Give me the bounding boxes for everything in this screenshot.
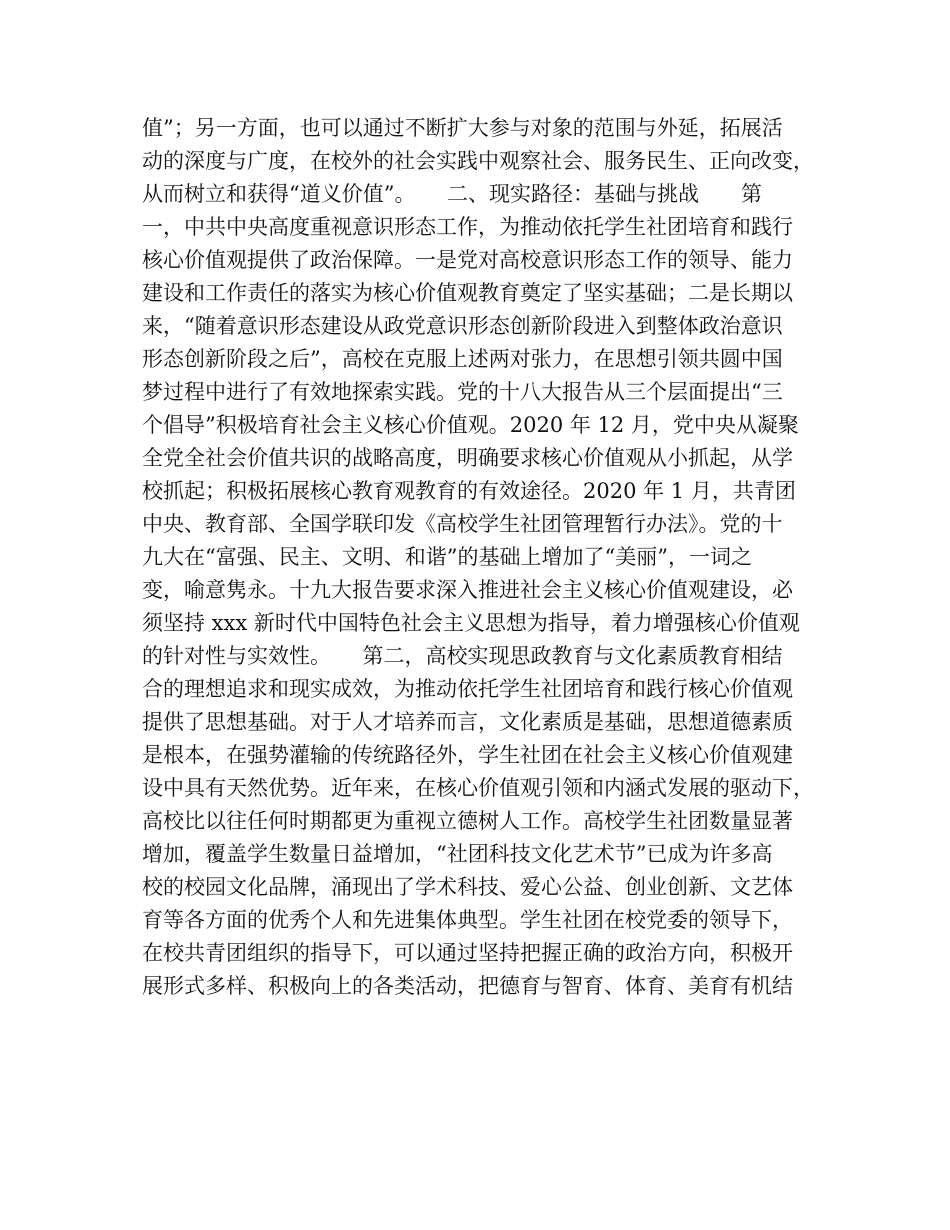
text-line: 合的理想追求和现实成效，为推动依托学生社团培育和践行核心价值观 xyxy=(142,677,793,701)
text-line: 校抓起；积极拓展核心教育观教育的有效途径。2020 年 1 月，共青团 xyxy=(142,479,796,503)
text-line: 来，“随着意识形态建设从政党意识形态创新阶段进入到整体政治意识 xyxy=(142,314,783,338)
text-line: 提供了思想基础。对于人才培养而言，文化素质是基础，思想道德素质 xyxy=(142,710,793,734)
text-line: 是根本，在强势灌输的传统路径外，学生社团在社会主义核心价值观建 xyxy=(142,743,793,767)
text-line: 设中具有天然优势。近年来，在核心价值观引领和内涵式发展的驱动下， xyxy=(142,776,814,800)
text-line: 值”；另一方面，也可以通过不断扩大参与对象的范围与外延，拓展活 xyxy=(142,116,783,140)
body-text xyxy=(142,112,832,1003)
text-line: 个倡导”积极培育社会主义核心价值观。2020 年 12 月，党中央从凝聚 xyxy=(142,413,799,437)
text-line: 育等各方面的优秀个人和先进集体典型。学生社团在校党委的领导下， xyxy=(142,908,793,932)
text-line: 展形式多样、积极向上的各类活动，把德育与智育、体育、美育有机结 xyxy=(142,974,793,998)
text-line: 全党全社会价值共识的战略高度，明确要求核心价值观从小抓起，从学 xyxy=(142,446,793,470)
text-line: 的针对性与实效性。 第二，高校实现思政教育与文化素质教育相结 xyxy=(142,644,783,668)
text-line: 在校共青团组织的指导下，可以通过坚持把握正确的政治方向，积极开 xyxy=(142,941,793,965)
text-line: 高校比以往任何时期都更为重视立德树人工作。高校学生社团数量显著 xyxy=(142,809,793,833)
text-line: 校的校园文化品牌，涌现出了学术科技、爱心公益、创业创新、文艺体 xyxy=(142,875,793,899)
text-line: 九大在“富强、民主、文明、和谐”的基础上增加了“美丽”，一词之 xyxy=(142,545,752,569)
text-line: 动的深度与广度，在校外的社会实践中观察社会、服务民生、正向改变， xyxy=(142,149,814,173)
text-line: 建设和工作责任的落实为核心价值观教育奠定了坚实基础；二是长期以 xyxy=(142,281,793,305)
text-line: 中央、教育部、全国学联印发《高校学生社团管理暂行办法》。党的十 xyxy=(142,512,783,536)
text-line: 从而树立和获得“道义价值”。 二、现实路径：基础与挑战 第 xyxy=(142,182,762,206)
text-line: 须坚持 xxx 新时代中国特色社会主义思想为指导，着力增强核心价值观 xyxy=(142,611,800,635)
text-line: 变，喻意隽永。十九大报告要求深入推进社会主义核心价值观建设，必 xyxy=(142,578,793,602)
text-line: 增加，覆盖学生数量日益增加，“社团科技文化艺术节”已成为许多高 xyxy=(142,842,773,866)
text-line: 一，中共中央高度重视意识形态工作，为推动依托学生社团培育和践行 xyxy=(142,215,793,239)
text-line: 梦过程中进行了有效地探索实践。党的十八大报告从三个层面提出“三 xyxy=(142,380,783,404)
text-line: 核心价值观提供了政治保障。一是党对高校意识形态工作的领导、能力 xyxy=(142,248,793,272)
text-line: 形态创新阶段之后”，高校在克服上述两对张力，在思想引领共圆中国 xyxy=(142,347,783,371)
